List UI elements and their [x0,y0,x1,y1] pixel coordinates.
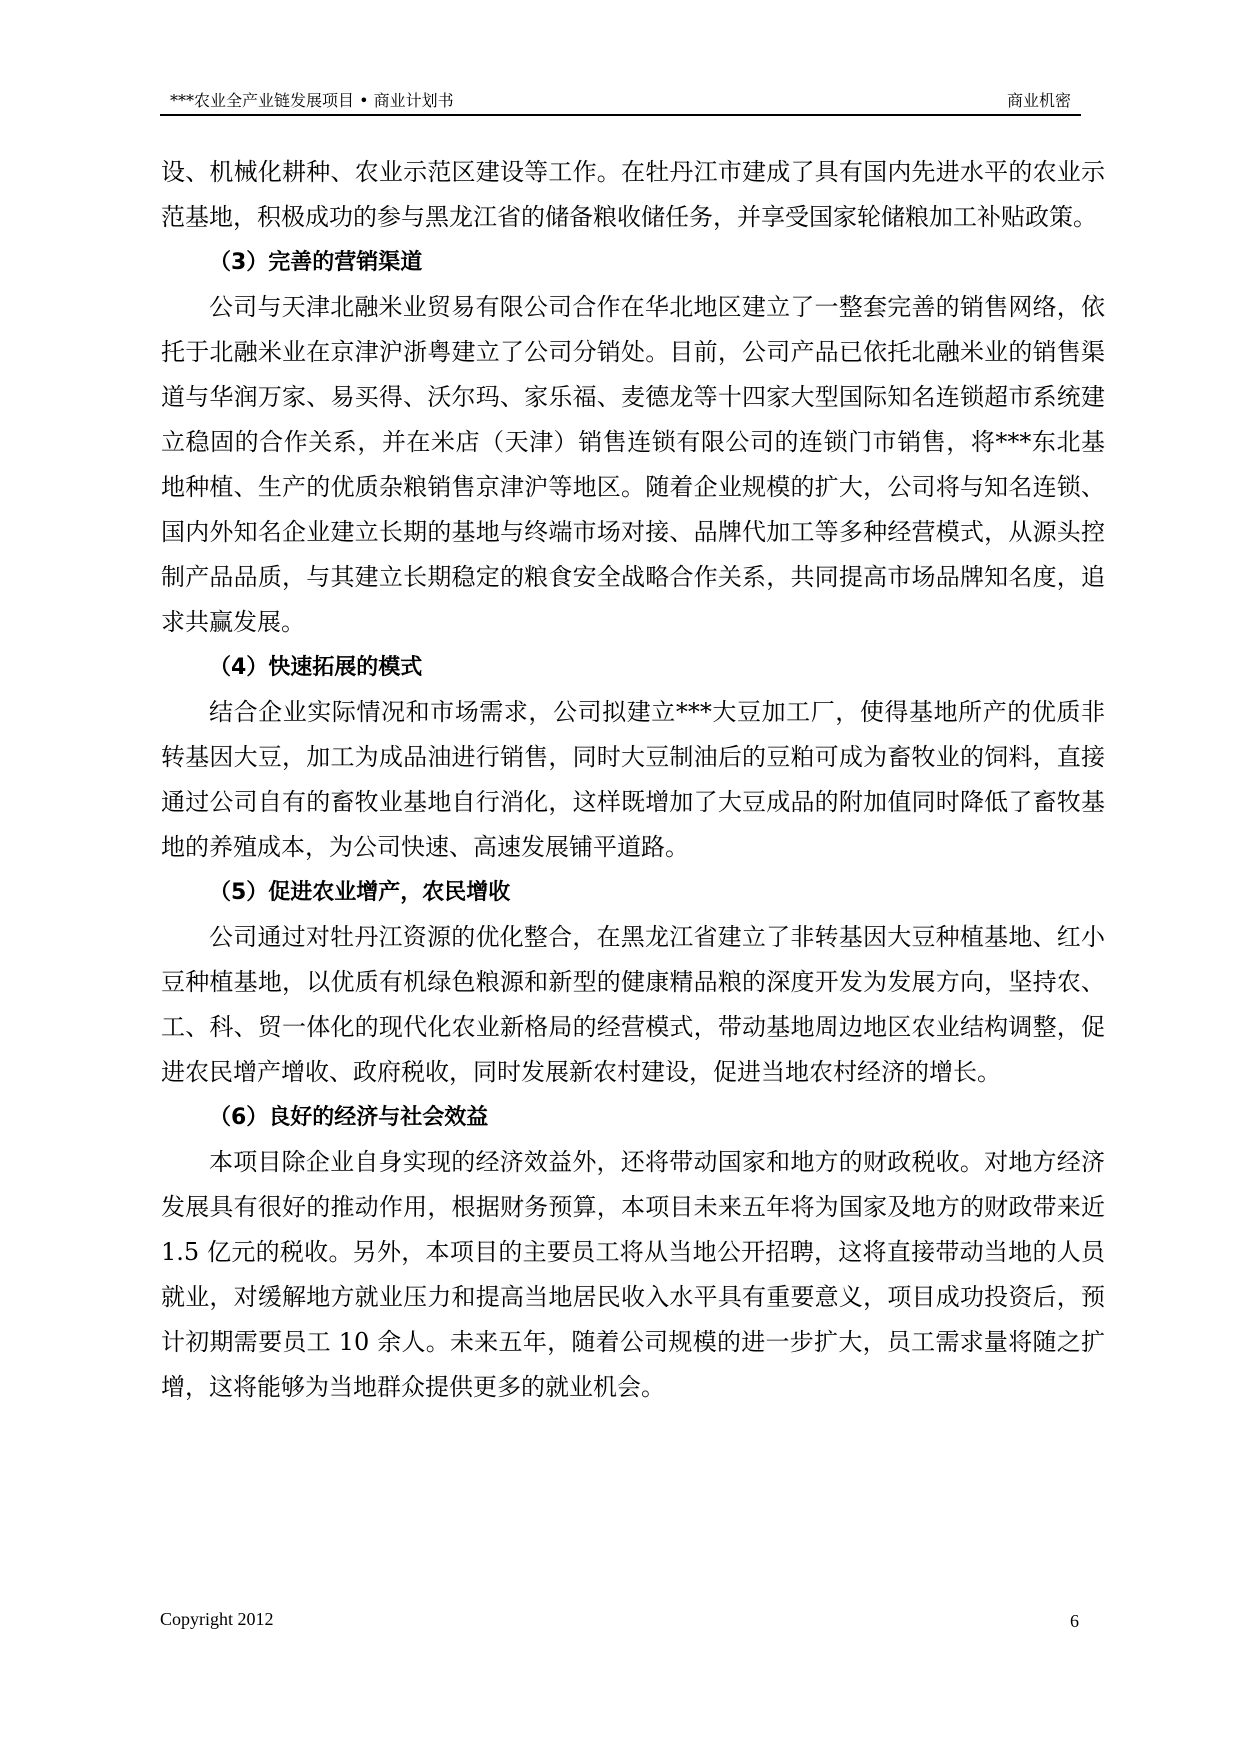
header-confidential-label: 商业机密 [1006,91,1071,110]
section-heading-4: （4）快速拓展的模式 [209,655,423,680]
section-heading-5: （5）促进农业增产，农民增收 [209,880,511,905]
section-heading-6: （6）良好的经济与社会效益 [209,1105,489,1130]
section-heading-3: （3）完善的营销渠道 [209,250,423,275]
paragraph-agricultural-growth: 公司通过对牡丹江资源的优化整合，在黑龙江省建立了非转基因大豆种植基地、红小豆种植基地，以优质有机绿色粮源和新型的健康精品粮的深度开发为发展方向，坚持农、工、科、贸一体化的现代化农业新格局的经营模式，带动基地周边地区农业结构调整，促进农民增产增收、政府税收，同时发展新农村建设，促进当地农村经济的增长。 [161,923,1105,1086]
header-document-title: ***农业全产业链发展项目 • 商业计划书 [170,91,454,110]
paragraph-continued: 设、机械化耕种、农业示范区建设等工作。在牡丹江市建成了具有国内先进水平的农业示范基地，积极成功的参与黑龙江省的储备粮收储任务，并享受国家轮储粮加工补贴政策。 [161,158,1105,231]
page-header [160,88,1081,114]
footer-copyright: Copyright 2012 [160,1609,274,1629]
paragraph-marketing-channels: 公司与天津北融米业贸易有限公司合作在华北地区建立了一整套完善的销售网络，依托于北融米业在京津沪浙粤建立了公司分销处。目前，公司产品已依托北融米业的销售渠道与华润万家、易买得、沃尔玛、家乐福、麦德龙等十四家大型国际知名连锁超市系统建立稳固的合作关系，并在米店（天津）销售连锁有限公司的连锁门市销售，将***东北基地种植、生产的优质杂粮销售京津沪等地区。随着企业规模的扩大，公司将与知名连锁、国内外知名企业建立长期的基地与终端市场对接、品牌代加工等多种经营模式，从源头控制产品品质，与其建立长期稳定的粮食安全战略合作关系，共同提高市场品牌知名度，追求共赢发展。 [161,293,1105,636]
footer-page-number: 6 [1070,1611,1079,1631]
paragraph-rapid-expansion: 结合企业实际情况和市场需求，公司拟建立***大豆加工厂，使得基地所产的优质非转基因大豆，加工为成品油进行销售，同时大豆制油后的豆粕可成为畜牧业的饲料，直接通过公司自有的畜牧业基地自行消化，这样既增加了大豆成品的附加值同时降低了畜牧基地的养殖成本，为公司快速、高速发展铺平道路。 [161,698,1105,861]
header-divider [160,114,1081,116]
page-body [161,150,1105,1410]
paragraph-economic-benefits: 本项目除企业自身实现的经济效益外，还将带动国家和地方的财政税收。对地方经济发展具有很好的推动作用，根据财务预算，本项目未来五年将为国家及地方的财政带来近 1.5 亿元的税收。另外，本项目的主要员工将从当地公开招聘，这将直接带动当地的人员就业，对缓解地方就业压力和提高当地居民收入水平具有重要意义，项目成功投资后，预计初期需要员工 10 余人。未来五年，随着公司规模的进一步扩大，员工需求量将随之扩增，这将能够为当地群众提供更多的就业机会。 [161,1148,1105,1401]
